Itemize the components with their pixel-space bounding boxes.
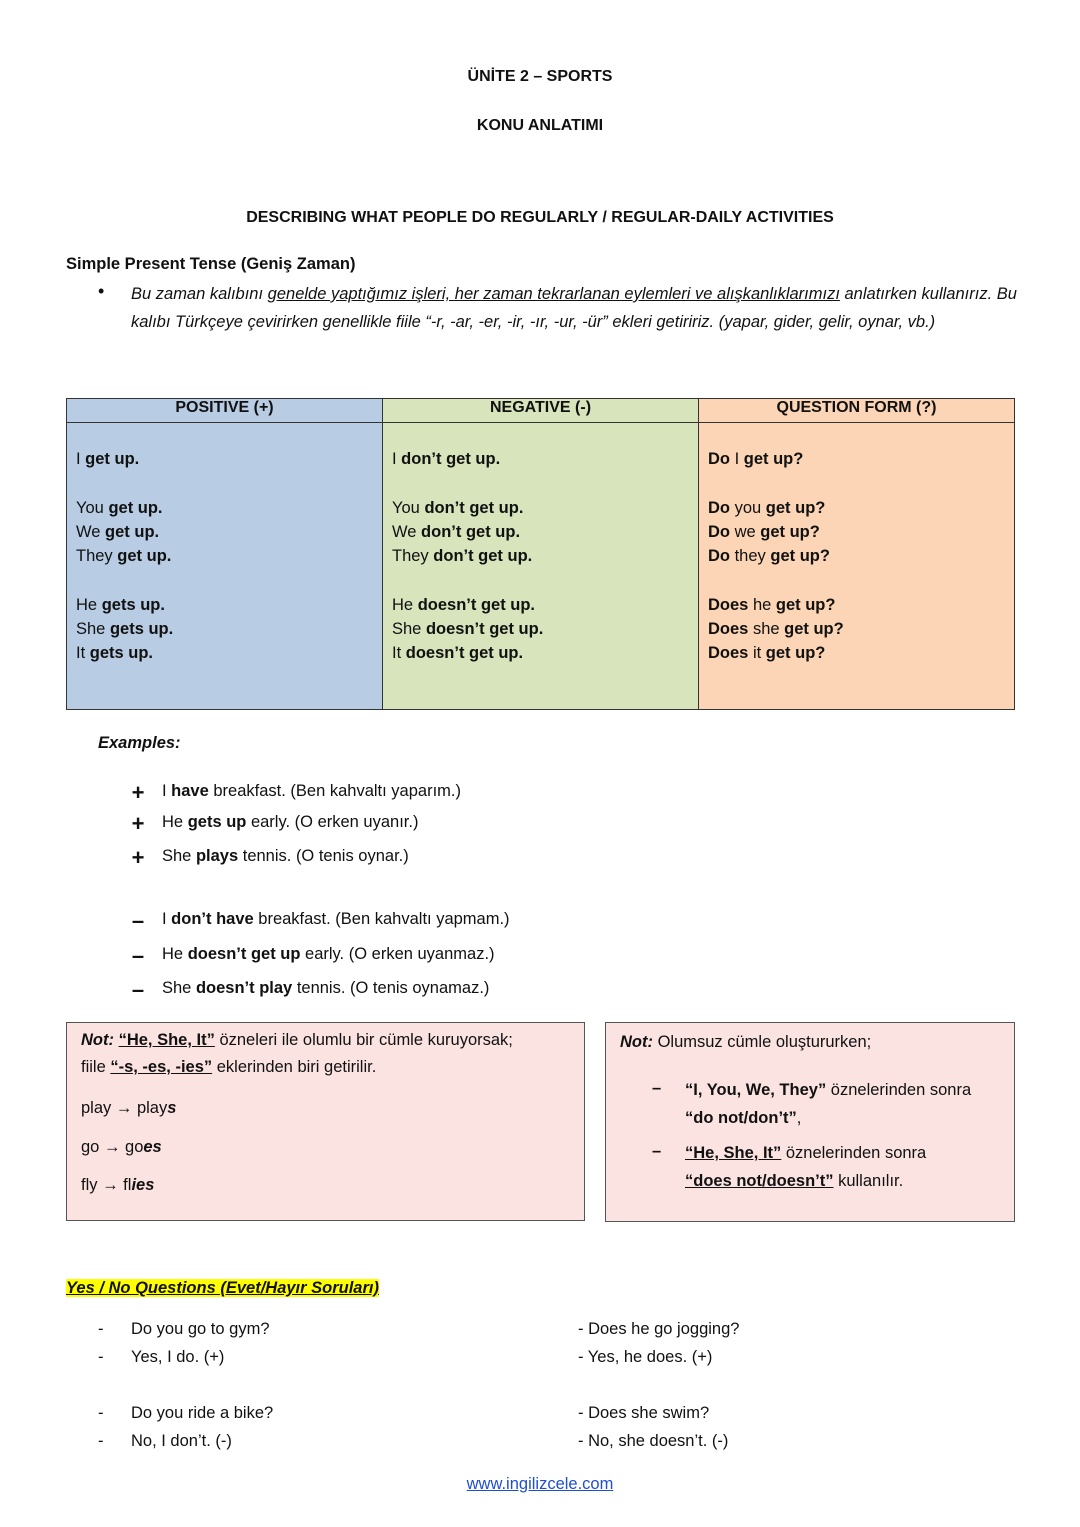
- text-segment: He: [392, 596, 418, 614]
- text-segment: get up?: [770, 547, 830, 565]
- text-segment: early. (O erken uyanır.): [246, 813, 419, 831]
- yes-no-heading-text: Yes / No Questions (Evet/Hayır Soruları): [66, 1279, 379, 1297]
- text-segment: Do: [708, 450, 730, 468]
- table-cell-line: [76, 641, 373, 665]
- note-line: [620, 1033, 871, 1052]
- table-cell-line: [392, 520, 689, 544]
- bullet-icon: •: [98, 281, 105, 301]
- text-segment: ies: [131, 1176, 155, 1194]
- text-segment: ,: [796, 1109, 802, 1127]
- example-text: [162, 782, 461, 801]
- question-column: [699, 423, 1015, 710]
- note-line: [81, 1031, 513, 1050]
- minus-icon: –: [131, 908, 145, 933]
- text-segment: get up?: [765, 644, 826, 662]
- text-segment: fl: [118, 1176, 132, 1194]
- text-segment: have: [171, 782, 209, 800]
- spacer: [708, 471, 1005, 496]
- intro-bullet-text: [131, 280, 1021, 336]
- text-segment: anlatırken kullanırız. Bu kalıbı Türkçeye çevirirken genellikle fiile “-r, -ar, -er, -ir, -ır, -ur, -ür” ekleri getiririz. (yapar, gider, gelir, oynar, vb.): [131, 285, 1017, 331]
- text-segment: →: [103, 1138, 121, 1156]
- text-segment: get up?: [765, 499, 826, 517]
- text-segment: You: [392, 499, 425, 517]
- text-segment: he: [748, 596, 776, 614]
- table-cell-line: [708, 593, 1005, 617]
- text-segment: s: [167, 1099, 177, 1117]
- table-cell-line: [708, 520, 1005, 544]
- text-segment: breakfast. (Ben kahvaltı yapmam.): [253, 910, 510, 928]
- text-segment: breakfast. (Ben kahvaltı yaparım.): [208, 782, 461, 800]
- text-segment: It: [392, 644, 406, 662]
- text-segment: get up.: [117, 547, 172, 565]
- table-cell-line: [708, 447, 1005, 471]
- dash-icon: -: [98, 1348, 104, 1366]
- table-cell-line: [76, 617, 373, 641]
- table-cell-line: [76, 520, 373, 544]
- text-segment: tennis. (O tenis oynar.): [238, 847, 409, 865]
- dash-icon: -: [98, 1432, 104, 1450]
- text-segment: don’t get up.: [433, 547, 533, 565]
- text-segment: Does: [708, 644, 749, 662]
- qa-right-line: - Does she swim?: [578, 1404, 710, 1422]
- text-segment: get up.: [85, 450, 140, 468]
- text-segment: I: [162, 910, 172, 928]
- text-segment: genelde yaptığımız işleri, her zaman tekrarlanan eylemleri ve alışkanlıklarımızı: [267, 285, 840, 303]
- text-segment: go: [120, 1138, 144, 1156]
- text-segment: We: [392, 523, 422, 541]
- text-segment: özneleri ile olumlu bir cümle kuruyorsak;: [214, 1031, 513, 1049]
- note-positive-box: [66, 1022, 585, 1221]
- text-segment: doesn’t get up.: [425, 620, 544, 638]
- plus-icon: +: [131, 845, 145, 870]
- plus-icon: +: [131, 811, 145, 836]
- table-cell-line: [76, 447, 373, 471]
- text-segment: don’t get up.: [421, 523, 521, 541]
- table-cell-line: [708, 544, 1005, 568]
- text-segment: She: [76, 620, 110, 638]
- text-segment: He: [76, 596, 102, 614]
- note-line: [685, 1172, 903, 1191]
- text-segment: doesn’t play: [195, 979, 293, 997]
- text-segment: Not:: [81, 1031, 114, 1049]
- note-line: [685, 1081, 971, 1100]
- qa-left-line: No, I don’t. (-): [131, 1432, 232, 1450]
- text-segment: I: [162, 782, 172, 800]
- text-segment: we: [730, 523, 761, 541]
- text-segment: go: [81, 1138, 104, 1156]
- text-segment: Do: [708, 547, 730, 565]
- text-segment: she: [748, 620, 785, 638]
- dash-icon: -: [98, 1404, 104, 1422]
- qa-left-line: Do you go to gym?: [131, 1320, 270, 1338]
- spacer: [76, 568, 373, 593]
- text-segment: →: [102, 1176, 119, 1194]
- text-segment: don’t get up.: [401, 450, 501, 468]
- text-segment: get up?: [775, 596, 836, 614]
- text-segment: Does: [708, 596, 749, 614]
- table-cell-line: [392, 496, 689, 520]
- note-line: [81, 1058, 376, 1077]
- text-segment: plays: [195, 847, 239, 865]
- text-segment: He: [162, 813, 188, 831]
- qa-right-line: - No, she doesn’t. (-): [578, 1432, 729, 1450]
- subtitle: KONU ANLATIMI: [476, 117, 604, 134]
- example-text: [162, 847, 409, 866]
- spacer: [392, 471, 689, 496]
- section-title: DESCRIBING WHAT PEOPLE DO REGULARLY / REGULAR-DAILY ACTIVITIES: [246, 209, 834, 226]
- intro-heading: Simple Present Tense (Geniş Zaman): [66, 255, 356, 273]
- minus-icon: –: [131, 977, 145, 1002]
- text-segment: gets up: [187, 813, 247, 831]
- qa-right-line: - Yes, he does. (+): [578, 1348, 713, 1366]
- text-segment: es: [143, 1138, 162, 1156]
- table-cell-line: [392, 593, 689, 617]
- table-cell-line: [708, 641, 1005, 665]
- text-segment: Olumsuz cümle oluştururken;: [652, 1033, 872, 1051]
- text-segment: We: [76, 523, 106, 541]
- header-negative: NEGATIVE (-): [383, 399, 699, 423]
- table-cell-line: [708, 496, 1005, 520]
- text-segment: they: [730, 547, 771, 565]
- text-segment: He: [162, 945, 188, 963]
- text-segment: it: [748, 644, 766, 662]
- text-segment: kullanılır.: [833, 1172, 904, 1190]
- text-segment: tennis. (O tenis oynamaz.): [292, 979, 490, 997]
- text-segment: eklerinden biri getirilir.: [212, 1058, 377, 1076]
- unit-title: ÜNİTE 2 – SPORTS: [467, 68, 613, 85]
- text-segment: play: [132, 1099, 168, 1117]
- text-segment: Not:: [620, 1033, 653, 1051]
- text-segment: Bu zaman kalıbını: [131, 285, 268, 303]
- text-segment: →: [115, 1099, 133, 1117]
- header-positive: POSITIVE (+): [67, 399, 383, 423]
- text-segment: gets up.: [109, 620, 174, 638]
- text-segment: get up?: [784, 620, 844, 638]
- table-cell-line: [708, 617, 1005, 641]
- spacer: [76, 471, 373, 496]
- text-segment: early. (O erken uyanmaz.): [300, 945, 495, 963]
- text-segment: gets up.: [101, 596, 165, 614]
- note-line: [81, 1099, 176, 1118]
- example-text: [162, 979, 489, 998]
- text-segment: Does: [708, 620, 749, 638]
- spacer: [708, 568, 1005, 593]
- note-line: [685, 1109, 801, 1128]
- text-segment: It: [76, 644, 90, 662]
- spacer: [392, 568, 689, 593]
- text-segment: fly: [81, 1176, 103, 1194]
- text-segment: öznelerinden sonra: [826, 1081, 972, 1099]
- text-segment: You: [76, 499, 109, 517]
- text-segment: öznelerinden sonra: [781, 1144, 927, 1162]
- text-segment: “I, You, We, They”: [685, 1081, 827, 1099]
- table-cell-line: [392, 544, 689, 568]
- conjugation-table: [66, 398, 1015, 710]
- example-text: [162, 945, 495, 964]
- text-segment: play: [81, 1099, 116, 1117]
- text-segment: They: [392, 547, 434, 565]
- text-segment: “do not/don’t”: [685, 1109, 797, 1127]
- table-cell-line: [76, 544, 373, 568]
- table-cell-line: [392, 641, 689, 665]
- text-segment: Do: [708, 499, 730, 517]
- plus-icon: +: [131, 780, 145, 805]
- examples-label: Examples:: [98, 734, 181, 752]
- yes-no-heading: [66, 1279, 379, 1298]
- qa-right-line: - Does he go jogging?: [578, 1320, 740, 1338]
- text-segment: She: [392, 620, 426, 638]
- text-segment: gets up.: [89, 644, 154, 662]
- text-segment: I: [392, 450, 402, 468]
- text-segment: you: [730, 499, 766, 517]
- text-segment: fiile: [81, 1058, 111, 1076]
- table-cell-line: [392, 447, 689, 471]
- table-cell-line: [76, 593, 373, 617]
- text-segment: Do: [708, 523, 730, 541]
- example-text: [162, 813, 418, 832]
- text-segment: doesn’t get up.: [417, 596, 536, 614]
- negative-column: [383, 423, 699, 710]
- qa-left-line: Do you ride a bike?: [131, 1404, 274, 1422]
- text-segment: “does not/doesn’t”: [685, 1172, 834, 1190]
- text-segment: get up.: [105, 523, 160, 541]
- dash-icon: –: [652, 1142, 662, 1160]
- header-question: QUESTION FORM (?): [699, 399, 1015, 423]
- minus-icon: –: [131, 943, 145, 968]
- text-segment: don’t have: [171, 910, 254, 928]
- text-segment: She: [162, 979, 196, 997]
- text-segment: I: [76, 450, 86, 468]
- text-segment: get up?: [760, 523, 820, 541]
- table-cell-line: [392, 617, 689, 641]
- text-segment: get up.: [108, 499, 163, 517]
- example-text: [162, 910, 510, 929]
- text-segment: I: [730, 450, 744, 468]
- qa-left-line: Yes, I do. (+): [131, 1348, 225, 1366]
- text-segment: “-s, -es, -ies”: [110, 1058, 213, 1076]
- text-segment: don’t get up.: [424, 499, 524, 517]
- note-line: [81, 1138, 162, 1157]
- website-link[interactable]: www.ingilizcele.com: [466, 1475, 614, 1493]
- text-segment: get up?: [743, 450, 804, 468]
- note-line: [685, 1144, 926, 1163]
- positive-column: [67, 423, 383, 710]
- dash-icon: –: [652, 1079, 662, 1097]
- note-negative-box: [605, 1022, 1015, 1222]
- table-cell-line: [76, 496, 373, 520]
- text-segment: doesn’t get up.: [405, 644, 524, 662]
- dash-icon: -: [98, 1320, 104, 1338]
- text-segment: They: [76, 547, 118, 565]
- text-segment: doesn’t get up: [187, 945, 301, 963]
- text-segment: “He, She, It”: [685, 1144, 782, 1162]
- note-line: [81, 1176, 154, 1195]
- text-segment: “He, She, It”: [118, 1031, 215, 1049]
- text-segment: She: [162, 847, 196, 865]
